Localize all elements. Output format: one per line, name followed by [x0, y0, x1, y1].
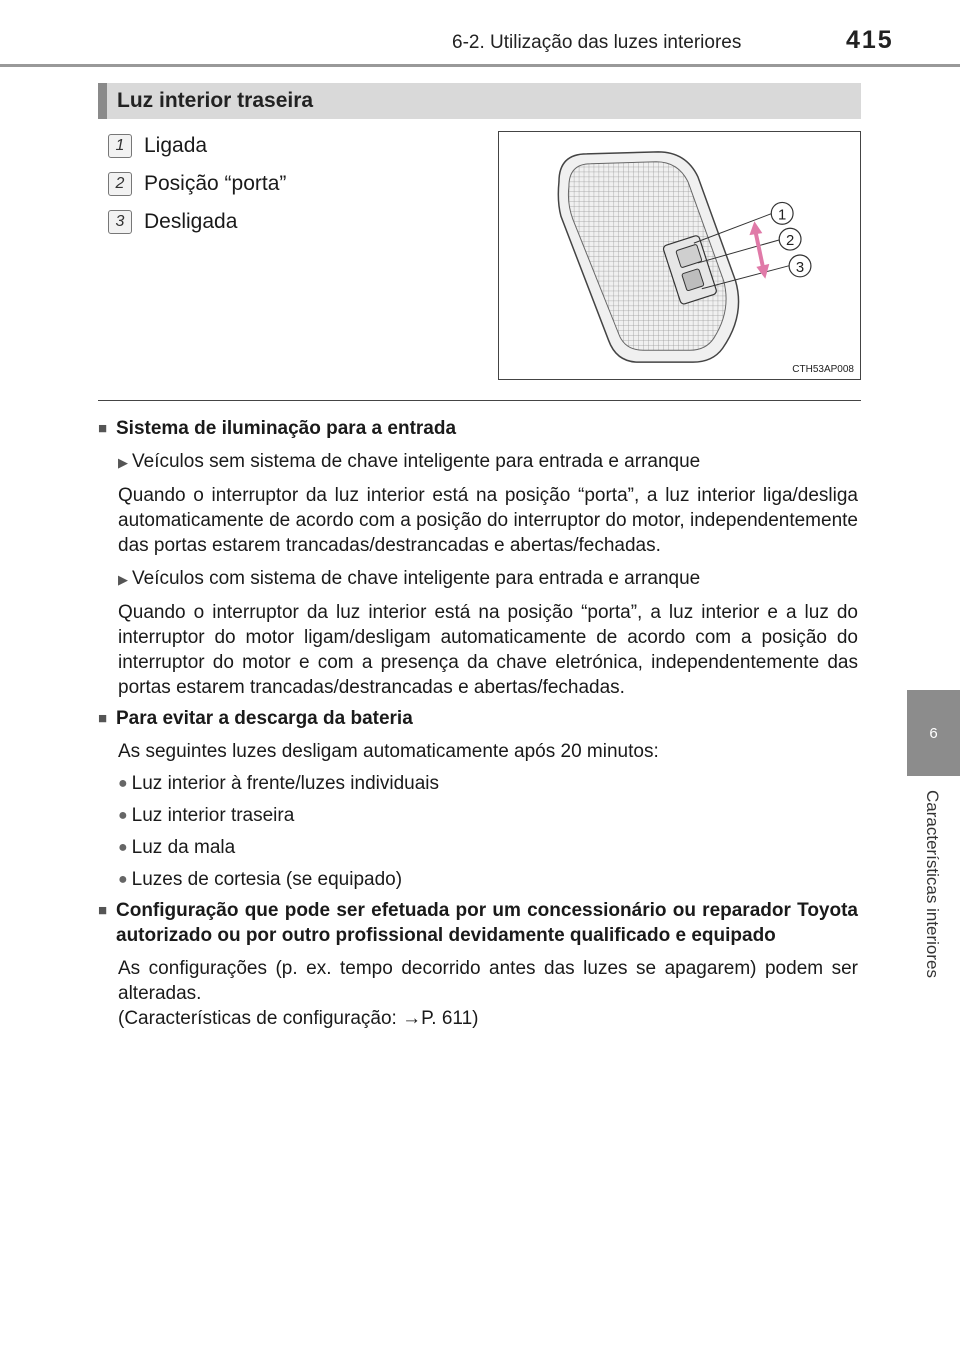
list-item: ● Luzes de cortesia (se equipado): [118, 869, 403, 890]
section-title: Luz interior traseira: [117, 89, 314, 112]
header-section-title: 6-2. Utilização das luzes interiores: [452, 32, 742, 53]
legend-label: Desligada: [144, 210, 238, 233]
heading-entry-lighting: ■ Sistema de iluminação para a entrada: [98, 418, 457, 439]
page-number: 415: [846, 26, 894, 54]
legend-list: [108, 127, 286, 241]
paragraph: Quando o interruptor da luz interior está na posição “porta”, a luz interior liga/desliga automaticamente de acordo com a posição do interruptor do motor, independentemente das portas estarem trancadas/destrancadas e abertas/fechadas.: [118, 485, 858, 556]
legend-item: [108, 203, 286, 241]
circle-bullet-icon: ●: [118, 807, 128, 824]
legend-label: Ligada: [144, 134, 208, 157]
heading-customization: ■ Configuração que pode ser efetuada por um concessionário ou reparador Toyota autorizado ou por outro profissional devidamente qualificado e equipado: [98, 900, 858, 946]
triangle-arrow-icon: ▶: [118, 572, 128, 587]
section-title-bar: [98, 83, 861, 119]
chapter-tab-label: Características interiores: [923, 790, 942, 979]
rear-interior-light-figure: [498, 131, 861, 380]
paragraph: As seguintes luzes desligam automaticamente após 20 minutos:: [118, 741, 659, 762]
square-bullet-icon: ■: [98, 710, 108, 727]
section-divider: [98, 400, 861, 401]
chapter-tab-number: 6: [907, 690, 960, 776]
figure-code: CTH53AP008: [792, 364, 854, 375]
paragraph: As configurações (p. ex. tempo decorrido antes das luzes se apagarem) podem ser alteradas. (Características de configuração: →P. 611): [118, 958, 858, 1029]
list-item: ● Luz da mala: [118, 837, 236, 858]
heading-battery: ■ Para evitar a descarga da bateria: [98, 708, 413, 729]
subheading-with-smart-key: ▶ Veículos com sistema de chave inteligente para entrada e arranque: [118, 568, 701, 589]
legend-item: [108, 165, 286, 203]
square-bullet-icon: ■: [98, 420, 108, 437]
number-2-icon: 2: [108, 172, 132, 196]
paragraph: Quando o interruptor da luz interior está na posição “porta”, a luz interior e a luz do interruptor do motor ligam/desligam automaticamente de acordo com a posição do interruptor do motor e com a presença da chave eletrónica, independentemente das portas estarem trancadas/destrancadas e abertas/fechadas.: [118, 602, 858, 698]
list-item: ● Luz interior traseira: [118, 805, 295, 826]
legend-item: [108, 127, 286, 165]
subheading-without-smart-key: ▶ Veículos sem sistema de chave inteligente para entrada e arranque: [118, 451, 701, 472]
callout-2: 2: [785, 233, 795, 250]
circle-bullet-icon: ●: [118, 775, 128, 792]
circle-bullet-icon: ●: [118, 839, 128, 856]
legend-label: Posição “porta”: [144, 172, 287, 195]
list-item: ● Luz interior à frente/luzes individuais: [118, 773, 440, 794]
page-reference: (Características de configuração: →P. 611): [118, 1008, 479, 1029]
circle-bullet-icon: ●: [118, 871, 128, 888]
number-1-icon: 1: [108, 134, 132, 158]
body-content: [98, 410, 858, 1031]
callout-3: 3: [795, 259, 805, 276]
callout-1: 1: [778, 207, 787, 224]
rear-light-illustration: [499, 132, 860, 379]
square-bullet-icon: ■: [98, 902, 108, 919]
triangle-arrow-icon: ▶: [118, 455, 128, 470]
number-3-icon: 3: [108, 210, 132, 234]
header-rule: [0, 64, 960, 67]
